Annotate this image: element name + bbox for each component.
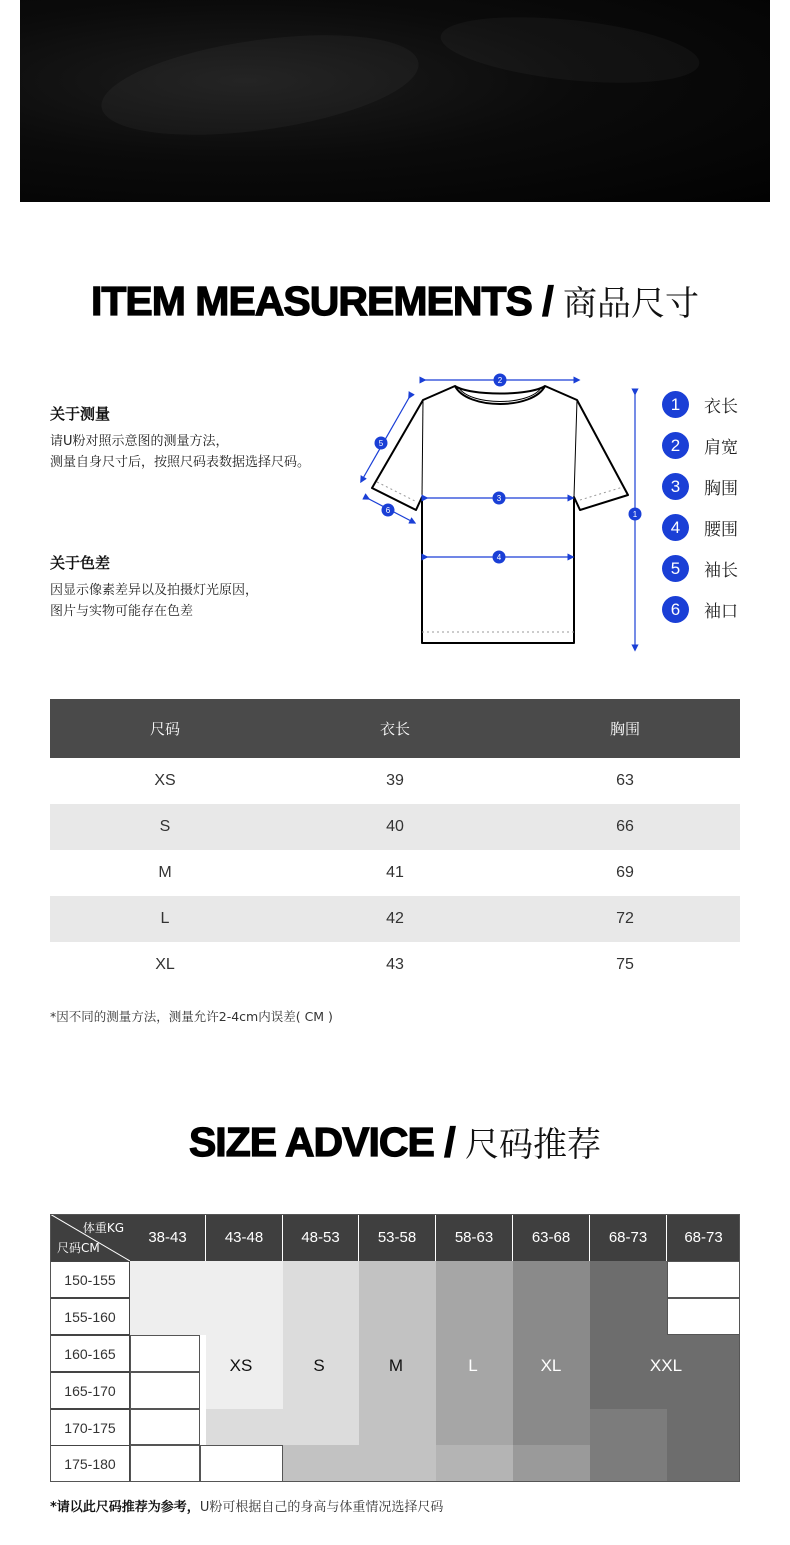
cell-length: 41 [386,864,404,881]
measurement-note: *因不同的测量方法，测量允许2-4cm内误差( CM ) [50,1009,333,1024]
weight-header: 38-43 [130,1214,206,1261]
marker-5 [375,437,388,450]
measurements-title [0,276,790,325]
height-row-header: 150-155 [50,1261,130,1298]
weight-header: 48-53 [283,1214,359,1261]
marker-3 [493,492,506,505]
grid-corner [50,1214,130,1261]
advice-title-en: SIZE ADVICE / [188,1119,466,1165]
size-label-xs: XS [229,1356,253,1375]
legend-item [662,384,738,425]
region-l [436,1445,513,1482]
size-label-xl: XL [540,1356,562,1375]
empty-cell [667,1261,740,1298]
table-row [50,758,740,804]
svg-text:5: 5 [378,439,384,448]
marker-2 [494,374,507,387]
height-row-header: 175-180 [50,1445,130,1482]
weight-header: 68-73 [590,1214,667,1261]
cell-length: 39 [386,772,404,789]
measurements-title-en: ITEM MEASUREMENTS / [90,278,564,324]
corner-weight-label: 体重KG [82,1221,124,1235]
legend-item [662,425,738,466]
header-size: 尺码 [50,699,280,758]
legend-number: 3 [662,473,689,500]
header-length: 衣长 [280,699,510,758]
svg-text:4: 4 [496,553,502,562]
fabric-photo [20,0,770,202]
corner-height-label: 尺码CM [57,1241,100,1255]
advice-title-cn: 尺码推荐 [465,1125,602,1165]
empty-cell [130,1445,200,1482]
cell-chest: 66 [510,804,740,850]
about-measure [50,404,310,473]
table-row [50,896,740,942]
cell-chest: 69 [616,864,634,881]
size-table [50,699,740,988]
cell-size: XL [155,956,175,973]
header-chest: 胸围 [510,699,740,758]
weight-header: 58-63 [436,1214,513,1261]
empty-cell [130,1335,200,1372]
height-row-header: 165-170 [50,1372,130,1409]
empty-cell [200,1445,283,1482]
legend-number: 4 [662,514,689,541]
cell-size: S [50,804,280,850]
size-label-l: L [468,1356,478,1375]
svg-text:1: 1 [632,510,638,519]
legend-number: 6 [662,596,689,623]
cell-size: XS [154,772,176,789]
region-l [436,1261,513,1445]
region-xl [513,1445,590,1482]
marker-1 [629,508,642,521]
legend-label: 袖口 [704,602,738,622]
legend-item [662,507,738,548]
cell-chest: 75 [616,956,634,973]
about-color [50,553,258,622]
svg-text:2: 2 [497,376,503,385]
height-row-header: 170-175 [50,1409,130,1446]
cell-chest: 63 [616,772,634,789]
cell-length: 43 [386,956,404,973]
weight-header: 63-68 [513,1214,590,1261]
marker-4 [493,551,506,564]
region-xl [513,1261,590,1445]
measurements-title-cn: 商品尺寸 [563,284,700,324]
legend-label: 衣长 [704,397,738,417]
region-m [359,1261,436,1445]
legend-number: 2 [662,432,689,459]
size-table-header [50,699,740,758]
about-color-line2: 图片与实物可能存在色差 [50,604,194,619]
cell-chest: 72 [510,896,740,942]
legend-label: 胸围 [704,479,738,499]
measurement-legend [662,384,738,630]
cell-size: M [158,864,172,881]
table-row [50,850,740,896]
region-xxl [590,1409,667,1482]
empty-cell [667,1298,740,1335]
about-measure-line2: 测量自身尺寸后，按照尺码表数据选择尺码。 [50,455,311,470]
advice-title [0,1117,790,1166]
size-label-m: M [388,1356,404,1375]
legend-item [662,466,738,507]
size-advice-grid [50,1214,740,1482]
legend-label: 腰围 [704,520,738,540]
about-measure-line1: 请U粉对照示意图的测量方法， [50,434,229,449]
tshirt-diagram [355,360,655,660]
legend-item [662,589,738,630]
about-color-heading: 关于色差 [50,554,111,572]
region-s [206,1409,359,1445]
legend-number: 5 [662,555,689,582]
legend-item [662,548,738,589]
legend-label: 肩宽 [704,438,738,458]
region-m [283,1445,436,1482]
advice-note-bold: *请以此尺码推荐为参考， [50,1500,200,1515]
size-label-xxl: XXL [649,1356,683,1375]
region-xs [130,1261,283,1335]
about-color-line1: 因显示像素差异以及拍摄灯光原因， [50,583,259,598]
cell-size: L [50,896,280,942]
region-s [283,1261,359,1409]
empty-cell [130,1409,200,1445]
tshirt-outline [372,386,628,643]
table-row [50,942,740,988]
table-row [50,804,740,850]
marker-6 [382,504,395,517]
advice-note [50,1496,443,1515]
svg-text:6: 6 [385,506,391,515]
height-row-header: 155-160 [50,1298,130,1335]
weight-header: 53-58 [359,1214,436,1261]
size-label-s: S [313,1356,325,1375]
legend-label: 袖长 [704,561,738,581]
height-row-header: 160-165 [50,1335,130,1372]
cell-length: 42 [280,896,510,942]
advice-note-rest: U粉可根据自己的身高与体重情况选择尺码 [199,1500,444,1515]
legend-number: 1 [662,391,689,418]
svg-text:3: 3 [496,494,502,503]
about-measure-heading: 关于测量 [50,405,111,423]
weight-header: 43-48 [206,1214,283,1261]
empty-cell [130,1372,200,1409]
cell-length: 40 [280,804,510,850]
weight-header: 68-73 [667,1214,740,1261]
